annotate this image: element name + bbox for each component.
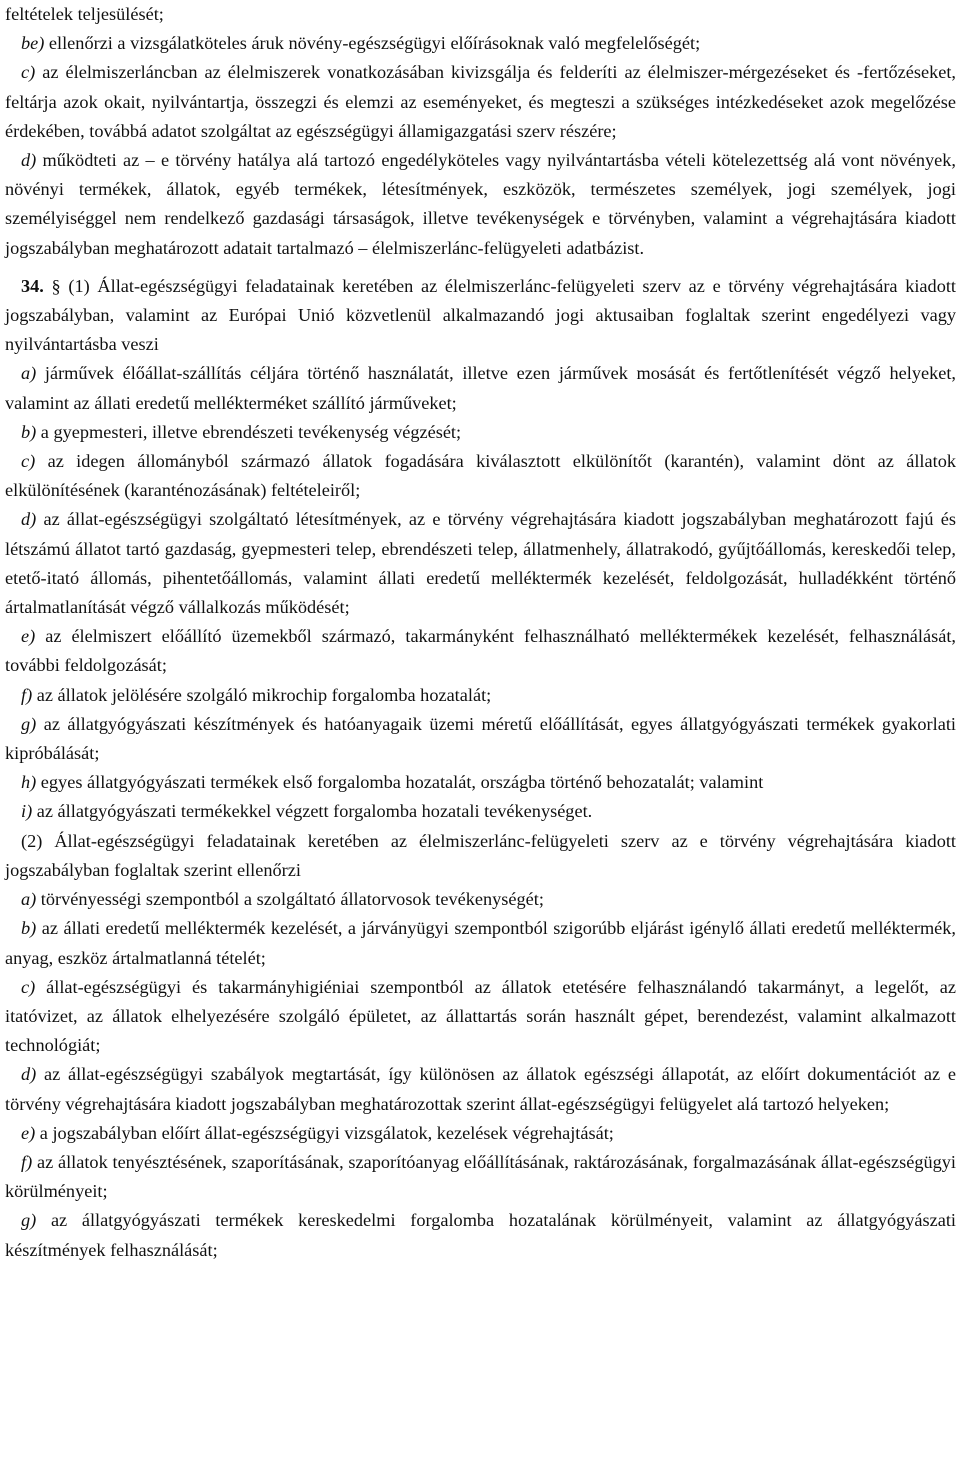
item-letter: c) [21,62,36,83]
item-letter: i) [21,801,33,822]
paragraph-text: az élelmiszert előállító üzemekből származó, takarmányként felhasználható melléktermékek kezelését, felhasználását, további feldolgozását; [5,626,956,676]
list-item-paragraph [5,1148,956,1206]
paragraph-text: az élelmiszerláncban az élelmiszerek vonatkozásában kivizsgálja és felderíti az élelmiszer-mérgezéseket és -fertőzéseket, feltárja azok okait, nyilvántartja, összegzi és elemzi az eseményeket, és megteszi a szükséges intézkedéseket azok megelőzése érdekében, továbbá adatot szolgáltat az egészségügyi államigazgatási szerv részére; [5,62,956,141]
paragraph-text: az állatok tenyésztésének, szaporításának, szaporítóanyag előállításának, raktározásának, forgalmazásának állat-egészségügyi körülményeit; [5,1151,956,1202]
paragraph-text: törvényességi szempontból a szolgáltató állatorvosok tevékenységét; [36,889,544,910]
list-item-paragraph [5,797,956,826]
list-item-paragraph [5,973,956,1061]
paragraph-text: egyes állatgyógyászati termékek első forgalomba hozatalát, országba történő behozatalát; valamint [36,772,764,793]
paragraph-text: (2) Állat-egészségügyi feladatainak keretében az élelmiszerlánc-felügyeleti szerv az e törvény végrehajtására kiadott jogszabályban foglaltak szerint ellenőrzi [5,830,956,880]
paragraph-text: feltételek teljesülését; [5,4,164,24]
item-letter: a) [21,889,37,910]
list-item-paragraph [5,29,956,58]
list-item-paragraph [5,710,956,768]
section-paragraph [5,272,956,360]
item-letter: be) [21,33,45,54]
list-item-paragraph [5,447,956,505]
paragraph-text: az állat-egészségügyi szolgáltató létesítmények, az e törvény végrehajtására kiadott jogszabályban meghatározott fajú és létszámú állatot tartó gazdaság, gyepmesteri telep, ebrendészeti telep, állatmenhely, állatrakodó, gyűjtőállomás, kereskedői telep, etető-itató állomás, pihentetőállomás, valamint állati eredetű melléktermék kezelését, feldolgozását, hulladékként történő ártalmatlanítását végző vállalkozás működését; [5,509,956,618]
list-item-paragraph [5,1060,956,1118]
paragraph-text: az állatgyógyászati termékekkel végzett forgalomba hozatali tevékenységet. [32,801,593,822]
item-letter: f) [21,1151,33,1172]
item-letter: e) [21,626,36,647]
item-letter: d) [21,150,37,171]
paragraph-text: az állatgyógyászati készítmények és hatóanyagaik üzemi méretű előállítását, egyes állatgyógyászati termékek gyakorlati kipróbálását; [5,713,956,764]
list-item-paragraph [5,1119,956,1148]
item-letter: f) [21,684,33,705]
paragraph-text: a gyepmesteri, illetve ebrendészeti tevékenység végzését; [36,421,462,442]
list-item-paragraph [5,146,956,263]
list-item-paragraph [5,914,956,972]
paragraph-text: § (1) Állat-egészségügyi feladatainak keretében az élelmiszerlánc-felügyeleti szerv az e törvény végrehajtására kiadott jogszabályban, valamint az Európai Unió közvetlenül alkalmazandó jogi aktusaiban foglaltak szerint engedélyezi vagy nyilvántartásba veszi [5,275,956,355]
list-item-paragraph [5,505,956,622]
item-letter: b) [21,421,37,442]
paragraph-text: az állat-egészségügyi szabályok megtartását, így különösen az állatok egészségi állapotát, az előírt dokumentációt az e törvény végrehajtására kiadott jogszabályban meghatározottak szerint állat-egészségügyi felügyelet alá tartozó helyeken; [5,1064,956,1114]
list-item-paragraph [5,885,956,914]
section-number: 34. [21,275,44,296]
list-item-paragraph [5,622,956,680]
item-letter: b) [21,918,37,939]
list-item-paragraph [5,359,956,417]
paragraph-text: állat-egészségügyi és takarmányhigiéniai szempontból az állatok etetésére felhasználandó takarmányt, a legelőt, az itatóvizet, az állatok elhelyezésére szolgáló épületet, az állattartás során használt gépet, berendezést, valamint alkalmazott technológiát; [5,976,956,1056]
list-item-paragraph [5,768,956,797]
item-letter: d) [21,1064,37,1085]
paragraph-text: ellenőrzi a vizsgálatköteles áruk növény-egészségügyi előírásoknak való megfelelőségét; [44,33,701,54]
item-letter: c) [21,976,36,997]
item-letter: h) [21,772,37,793]
paragraph-text: működteti az – e törvény hatálya alá tartozó engedélyköteles vagy nyilvántartásba vételi kötelezettség alá vont növények, növényi termékek, állatok, egyéb termékek, létesítmények, eszközök, természetes személyek, jogi személyek, jogi személyiséggel nem rendelkező gazdasági társaságok, illetve tevékenységek e törvényben, valamint a végrehajtására kiadott jogszabályban meghatározott adatait tartalmazó – élelmiszerlánc-felügyeleti adatbázist. [5,150,956,258]
item-letter: g) [21,713,37,734]
paragraph-text: az idegen állományból származó állatok fogadására kiválasztott elkülönítőt (karantén), valamint dönt az állatok elkülönítésének (karanténozásának) feltételeiről; [5,451,956,501]
paragraph-text: az állati eredetű melléktermék kezelését, a járványügyi szempontból szigorúbb eljárást igénylő állati eredetű melléktermék, anyag, eszköz ártalmatlanná tételét; [5,918,956,968]
paragraph-text: az állatgyógyászati termékek kereskedelmi forgalomba hozatalának körülményeit, valamint az állatgyógyászati készítmények felhasználását; [5,1210,956,1260]
item-letter: d) [21,509,37,530]
item-letter: c) [21,451,36,472]
item-letter: g) [21,1210,37,1231]
list-item-paragraph [5,681,956,710]
item-letter: e) [21,1122,36,1143]
list-item-paragraph [5,827,956,885]
paragraph-text: a jogszabályban előírt állat-egészségügyi vizsgálatok, kezelések végrehajtását; [35,1122,614,1143]
item-letter: a) [21,363,37,384]
list-item-paragraph [5,418,956,447]
list-item-paragraph [5,0,956,29]
paragraph-text: az állatok jelölésére szolgáló mikrochip forgalomba hozatalát; [32,684,492,705]
paragraph-text: járművek élőállat-szállítás céljára történő használatát, illetve ezen járművek mosását és fertőtlenítését végző helyeket, valamint az állati eredetű mellékterméket szállító járműveket; [5,363,956,413]
list-item-paragraph [5,58,956,146]
list-item-paragraph [5,1206,956,1264]
